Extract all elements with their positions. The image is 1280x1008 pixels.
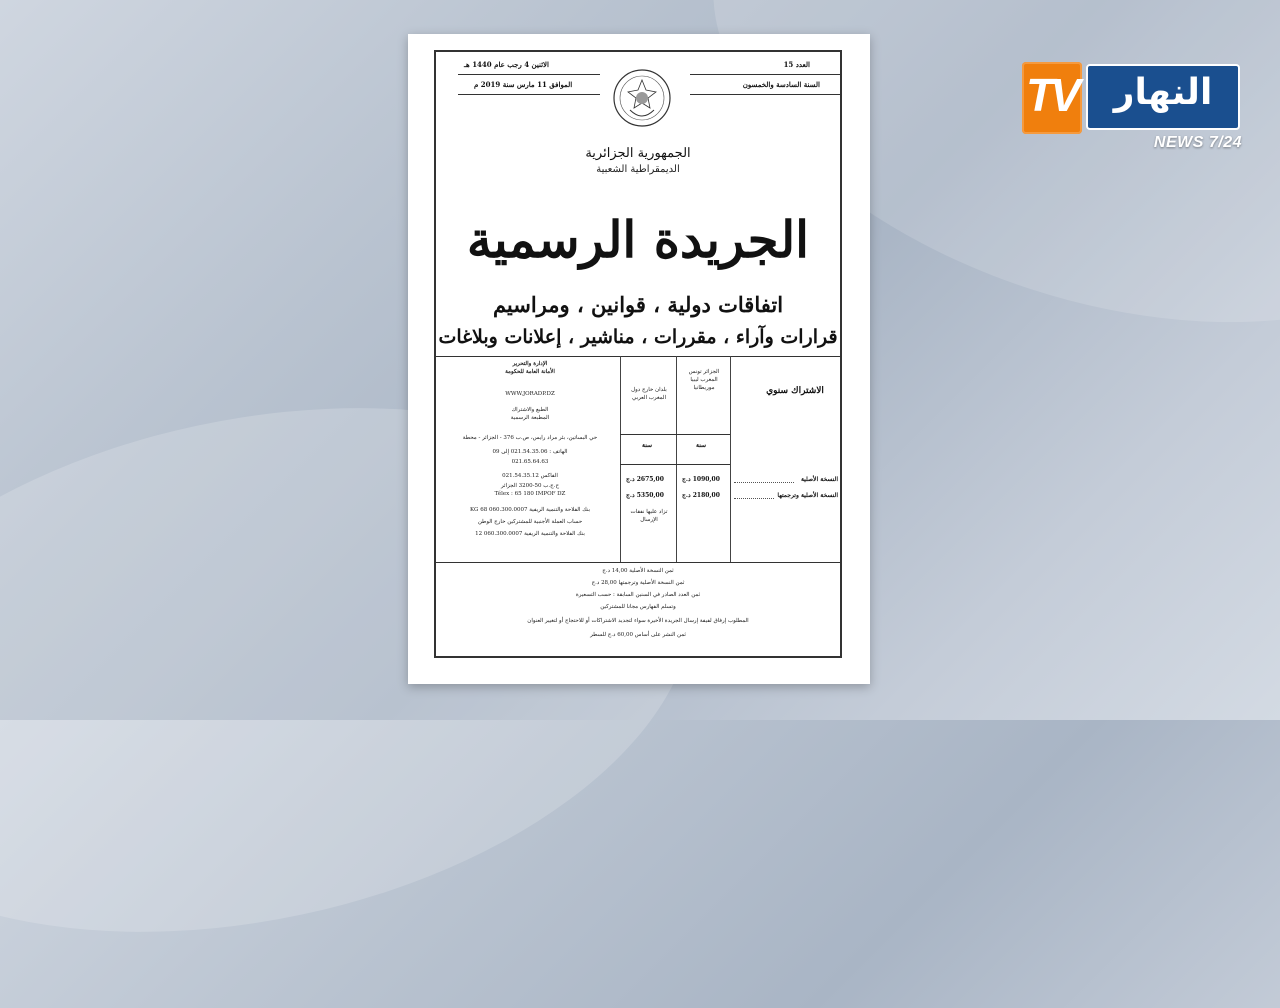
admin-ccp: ح.ج.ب 50-3200 الجزائر bbox=[500, 483, 560, 489]
subscription-title: الاشتراك سنوي bbox=[766, 386, 824, 396]
logo-tv-badge bbox=[1022, 62, 1082, 134]
header-date-hijri: الاثنين 4 رجب عام 1440 هـ bbox=[464, 60, 549, 69]
table-bottom-rule bbox=[436, 562, 840, 563]
subscription-col-year-2: سنة bbox=[642, 442, 653, 449]
cover-frame bbox=[434, 50, 842, 658]
header-rule-left bbox=[458, 74, 600, 75]
price-1-2: 2180,00 د.ج bbox=[682, 492, 720, 499]
logo-name-text: النهار bbox=[1113, 72, 1213, 113]
logo-name-badge bbox=[1086, 64, 1240, 130]
row-1-leader bbox=[734, 482, 794, 483]
logo-tv-text: TV bbox=[1026, 69, 1077, 121]
header-rule-right-2 bbox=[690, 94, 840, 95]
row-2-leader bbox=[734, 498, 774, 499]
admin-bank-3: بنك الفلاحة والتنمية الريفية 060.300.0007 12 bbox=[475, 531, 585, 537]
shipping-note: تزاد عليها نفقات الإرسال bbox=[630, 509, 668, 523]
price-2-2: 5350,00 د.ج bbox=[626, 492, 664, 499]
footer-line-1: ثمن النسخة الأصلية 14,00 د.ج bbox=[602, 568, 674, 574]
footer-line-3: ثمن العدد الصادر في السنين السابقة : حسب التسعيرة bbox=[575, 592, 701, 598]
header-date-gregorian: الموافق 11 مارس سنة 2019 م bbox=[474, 80, 573, 89]
admin-address: حي البساتين، بئر مراد رايس، ص.ب 376 - الجزائر - محطة bbox=[462, 435, 598, 441]
admin-phone-2: 021.65.64.63 bbox=[511, 459, 549, 465]
footer-line-4: وتسلم الفهارس مجانا للمشتركين bbox=[600, 604, 676, 610]
table-divider-3 bbox=[730, 356, 731, 562]
admin-print: الطبع والاشتراك bbox=[511, 407, 549, 413]
table-top-rule bbox=[436, 356, 840, 357]
table-divider-2 bbox=[676, 356, 677, 562]
admin-telex: Télex : 65 180 IMPOF DZ bbox=[494, 491, 566, 497]
footer-line-6: ثمن النشر على أساس 60,00 د.ج للسطر bbox=[590, 632, 686, 638]
header-rule-right bbox=[690, 74, 840, 75]
table-mid-rule bbox=[620, 434, 730, 435]
national-emblem-icon bbox=[612, 68, 672, 128]
price-2-1: 2675,00 د.ج bbox=[626, 476, 664, 483]
header-issue-number: العدد 15 bbox=[783, 60, 810, 69]
admin-bank-1: بنك الفلاحة والتنمية الريفية 060.300.0007 68 KG bbox=[469, 507, 591, 513]
header-year: السنة السادسة والخمسون bbox=[742, 80, 820, 89]
footer-line-5: المطلوب إرفاق لفيفة إرسال الجريدة الأخيرة سواء لتجديد الاشتراكات أو للاحتجاج أو لتغيير العنوان bbox=[527, 618, 749, 624]
channel-logo bbox=[1022, 62, 1242, 154]
logo-tagline: NEWS 7/24 bbox=[1153, 134, 1242, 151]
table-divider-1 bbox=[620, 356, 621, 562]
gazette-title: الجريدة الرسمية bbox=[466, 210, 810, 269]
subscription-other-countries: بلدان خارج دول المغرب العربي bbox=[631, 387, 667, 401]
table-mid-rule-2 bbox=[620, 464, 730, 465]
subscription-row-1-label: النسخة الأصلية bbox=[800, 476, 838, 483]
admin-heading-2: الأمانة العامة للحكومة bbox=[505, 369, 555, 375]
subscription-countries: الجزائر تونس المغرب ليبيا موريطانيا bbox=[688, 369, 720, 391]
republic-line-1: الجمهورية الجزائرية bbox=[585, 146, 691, 161]
subscription-row-2-label: النسخة الأصلية وترجمتها bbox=[777, 492, 838, 499]
gazette-subtitle-1: اتفاقات دولية ، قوانين ، ومراسيم bbox=[492, 292, 784, 317]
admin-bank-2: حساب العملة الأجنبية للمشتركين خارج الوطن bbox=[477, 519, 583, 525]
admin-phone: الهاتف : 021.54.35.06 إلى 09 bbox=[492, 449, 568, 455]
footer-line-2: ثمن النسخة الأصلية وترجمتها 28,00 د.ج bbox=[591, 580, 685, 586]
republic-line-2: الديمقراطية الشعبية bbox=[596, 164, 680, 175]
admin-website: WWW.JORADP.DZ bbox=[505, 391, 555, 397]
gazette-subtitle-2: قرارات وآراء ، مقررات ، مناشير ، إعلانات وبلاغات bbox=[438, 326, 838, 348]
subscription-col-year-1: سنة bbox=[696, 442, 707, 449]
admin-print-2: المطبعة الرسمية bbox=[510, 415, 550, 421]
admin-heading: الإدارة والتحرير bbox=[512, 361, 548, 367]
admin-fax: الفاكس 021.54.35.12 bbox=[502, 473, 558, 479]
official-gazette-cover bbox=[408, 34, 870, 684]
header-rule-left-2 bbox=[458, 94, 600, 95]
price-1-1: 1090,00 د.ج bbox=[682, 476, 720, 483]
